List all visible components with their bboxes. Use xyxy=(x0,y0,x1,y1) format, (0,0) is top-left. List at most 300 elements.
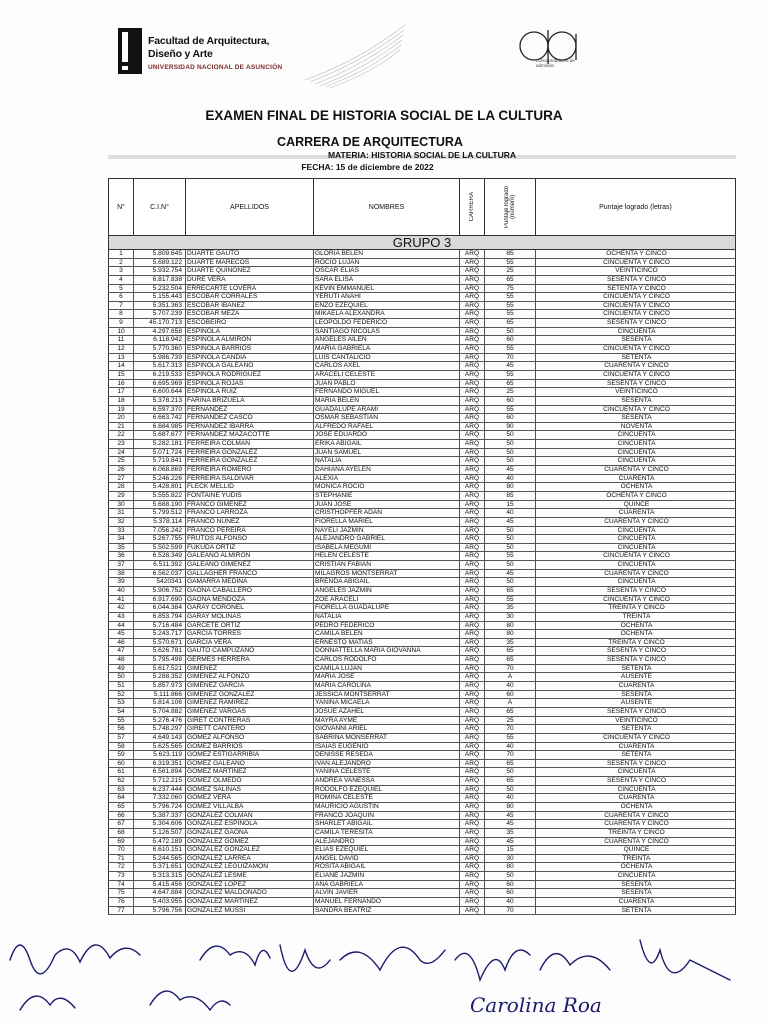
table-row xyxy=(108,501,736,510)
row-number: 16 xyxy=(109,380,134,388)
row-apellidos: GARCETE ORTIZ xyxy=(186,622,314,630)
row-puntaje-letras: TREINTA Y CINCO xyxy=(608,828,665,836)
row-apellidos: GOMEZ MARTINEZ xyxy=(186,768,314,776)
table-row xyxy=(108,552,736,561)
row-number: 44 xyxy=(109,622,134,630)
table-row xyxy=(108,743,736,752)
table-row xyxy=(108,760,736,769)
row-number: 32 xyxy=(109,518,134,526)
row-puntaje-letras: CINCUENTA Y CINCO xyxy=(603,345,670,353)
table-row xyxy=(108,656,736,665)
row-number: 36 xyxy=(109,552,134,560)
table-row xyxy=(108,561,736,570)
row-puntaje-num: 70 xyxy=(485,725,536,733)
row-apellidos: GIRETT CANTERO xyxy=(186,725,314,733)
row-number: 9 xyxy=(109,319,134,327)
row-apellidos: GONZALEZ LARREA xyxy=(186,855,314,863)
row-apellidos: ESPINOLA CANDIA xyxy=(186,354,314,362)
row-number: 35 xyxy=(109,544,134,552)
row-number: 43 xyxy=(109,613,134,621)
row-apellidos: GIMENEZ GONZALEZ xyxy=(186,691,314,699)
table-row xyxy=(108,734,736,743)
row-nombres: ISABELA MEGUMI xyxy=(314,544,460,552)
row-puntaje-num: 45 xyxy=(485,812,536,820)
row-puntaje-num: 85 xyxy=(485,250,536,258)
row-nombres: PEDRO FEDERICO xyxy=(314,622,460,630)
row-puntaje-letras: VEINTICINCO xyxy=(615,716,658,724)
row-carrera: ARQ xyxy=(460,665,485,673)
row-nombres: CARLOS AXEL xyxy=(314,362,460,370)
row-puntaje-num: 60 xyxy=(485,397,536,405)
row-puntaje-num: 40 xyxy=(485,794,536,802)
row-puntaje-letras: SESENTA Y CINCO xyxy=(607,647,666,655)
row-carrera: ARQ xyxy=(460,345,485,353)
row-puntaje-num: 55 xyxy=(485,406,536,414)
row-nombres: JOSUE AZAHEL xyxy=(314,708,460,716)
row-puntaje-num: 50 xyxy=(485,786,536,794)
row-number: 27 xyxy=(109,475,134,483)
row-carrera: ARQ xyxy=(460,596,485,604)
row-nombres: ALEJANDRO GABRIEL xyxy=(314,535,460,543)
row-number: 75 xyxy=(109,889,134,897)
row-ci: 5.502.599 xyxy=(134,544,186,552)
row-carrera: ARQ xyxy=(460,501,485,509)
row-puntaje-letras: CINCUENTA Y CINCO xyxy=(603,293,670,301)
row-nombres: NAYELI JAZMIN xyxy=(314,527,460,535)
row-apellidos: ESPINOLA GALEANO xyxy=(186,362,314,370)
row-ci: 6.237.444 xyxy=(134,786,186,794)
row-puntaje-num: 60 xyxy=(485,881,536,889)
row-nombres: RODOLFO EZEQUIEL xyxy=(314,786,460,794)
row-carrera: ARQ xyxy=(460,743,485,751)
row-apellidos: GIMENEZ VARGAS xyxy=(186,708,314,716)
row-nombres: ANA GABRIELA xyxy=(314,881,460,889)
table-row xyxy=(108,259,736,268)
row-ci: 5.304.606 xyxy=(134,820,186,828)
row-carrera: ARQ xyxy=(460,371,485,379)
row-puntaje-letras: CUARENTA Y CINCO xyxy=(604,517,669,525)
row-nombres: ROCIO LUJAN xyxy=(314,259,460,267)
row-nombres: NATALIA xyxy=(314,613,460,621)
table-row xyxy=(108,673,736,682)
row-nombres: ELIAS EZEQUIEL xyxy=(314,846,460,854)
row-nombres: JUAN SAMUEL xyxy=(314,449,460,457)
row-puntaje-num: 55 xyxy=(485,310,536,318)
table-row xyxy=(108,829,736,838)
row-carrera: ARQ xyxy=(460,898,485,906)
row-ci: 6.610.151 xyxy=(134,846,186,854)
row-carrera: ARQ xyxy=(460,561,485,569)
table-row xyxy=(108,380,736,389)
col-header-apellidos: APELLIDOS xyxy=(186,179,314,235)
row-carrera: ARQ xyxy=(460,440,485,448)
row-apellidos: GIMENEZ RAMIREZ xyxy=(186,699,314,707)
row-nombres: BRENDA ABIGAIL xyxy=(314,578,460,586)
row-apellidos: GOMEZ GALEANO xyxy=(186,760,314,768)
row-apellidos: FERNANDEZ xyxy=(186,406,314,414)
row-apellidos: FERREIRA ROMERO xyxy=(186,466,314,474)
row-apellidos: GONZALEZ GAONA xyxy=(186,829,314,837)
row-number: 11 xyxy=(109,336,134,344)
row-puntaje-num: 75 xyxy=(485,285,536,293)
row-carrera: ARQ xyxy=(460,397,485,405)
row-puntaje-num: 55 xyxy=(485,371,536,379)
row-apellidos: GALLAGHER FRANCO xyxy=(186,570,314,578)
col-header-carrera-label: CARRERA xyxy=(469,192,475,222)
row-puntaje-letras: OCHENTA xyxy=(620,621,653,629)
row-carrera: ARQ xyxy=(460,855,485,863)
row-number: 38 xyxy=(109,570,134,578)
row-carrera: ARQ xyxy=(460,354,485,362)
row-puntaje-letras: CINCUENTA xyxy=(617,535,656,543)
row-apellidos: GARCIA VERA xyxy=(186,639,314,647)
row-puntaje-num: 45 xyxy=(485,362,536,370)
university-name: UNIVERSIDAD NACIONAL DE ASUNCIÓN xyxy=(148,64,283,71)
row-number: 69 xyxy=(109,838,134,846)
row-puntaje-num: 50 xyxy=(485,872,536,880)
row-carrera: ARQ xyxy=(460,250,485,258)
row-nombres: LEOPOLDO FEDERICO xyxy=(314,319,460,327)
row-ci: 5.267.755 xyxy=(134,535,186,543)
row-ci: 7.332.060 xyxy=(134,794,186,802)
row-carrera: ARQ xyxy=(460,872,485,880)
row-nombres: DENISSE RESEDA xyxy=(314,751,460,759)
table-row xyxy=(108,846,736,855)
table-row xyxy=(108,639,736,648)
row-apellidos: ESPINOLA ALMIRON xyxy=(186,336,314,344)
row-carrera: ARQ xyxy=(460,414,485,422)
row-nombres: SHARLET ABIGAIL xyxy=(314,820,460,828)
table-row xyxy=(108,285,736,294)
col-header-ci: C.I.N° xyxy=(134,179,186,235)
row-carrera: ARQ xyxy=(460,570,485,578)
row-ci: 6.684.985 xyxy=(134,423,186,431)
row-puntaje-num: 25 xyxy=(485,717,536,725)
row-carrera: ARQ xyxy=(460,276,485,284)
document-title: EXAMEN FINAL DE HISTORIA SOCIAL DE LA CULTURA xyxy=(205,108,563,123)
row-number: 73 xyxy=(109,872,134,880)
row-carrera: ARQ xyxy=(460,639,485,647)
row-puntaje-num: 50 xyxy=(485,768,536,776)
table-row xyxy=(108,544,736,553)
row-puntaje-letras: SESENTA xyxy=(621,396,652,404)
row-puntaje-letras: CINCUENTA xyxy=(617,785,656,793)
row-number: 15 xyxy=(109,371,134,379)
row-carrera: ARQ xyxy=(460,786,485,794)
row-puntaje-letras: SETENTA xyxy=(621,906,652,914)
row-nombres: ALVIN JAVIER xyxy=(314,889,460,897)
table-row xyxy=(108,820,736,829)
row-carrera: ARQ xyxy=(460,673,485,681)
row-puntaje-letras: CUARENTA Y CINCO xyxy=(604,362,669,370)
row-puntaje-letras: CUARENTA Y CINCO xyxy=(604,820,669,828)
row-puntaje-num: 45 xyxy=(485,466,536,474)
row-apellidos: DUARTE QUIÑONEZ xyxy=(186,267,314,275)
table-row xyxy=(108,250,736,259)
row-puntaje-letras: SESENTA Y CINCO xyxy=(607,777,666,785)
row-ci: 45.170.713 xyxy=(134,319,186,327)
row-puntaje-num: 50 xyxy=(485,457,536,465)
row-ci: 7.056.242 xyxy=(134,527,186,535)
table-row xyxy=(108,423,736,432)
row-apellidos: FERREIRA GONZALEZ xyxy=(186,449,314,457)
table-row xyxy=(108,449,736,458)
row-nombres: DONNATTELLA MARIA GIOVANNA xyxy=(314,647,460,655)
row-ci: 4.297.658 xyxy=(134,328,186,336)
row-nombres: MANUEL FERNANDO xyxy=(314,898,460,906)
row-number: 68 xyxy=(109,829,134,837)
row-puntaje-letras: SESENTA Y CINCO xyxy=(607,319,666,327)
row-nombres: SARA ELISA xyxy=(314,276,460,284)
row-puntaje-letras: OCHENTA xyxy=(620,630,653,638)
row-nombres: ENZO EZEQUIEL xyxy=(314,302,460,310)
row-number: 42 xyxy=(109,604,134,612)
table-row xyxy=(108,622,736,631)
row-puntaje-letras: QUINCE xyxy=(623,846,650,854)
row-number: 12 xyxy=(109,345,134,353)
row-nombres: ALEXIA xyxy=(314,475,460,483)
row-carrera: ARQ xyxy=(460,794,485,802)
row-puntaje-num: 45 xyxy=(485,820,536,828)
row-puntaje-num: 60 xyxy=(485,691,536,699)
row-number: 14 xyxy=(109,362,134,370)
row-puntaje-num: 65 xyxy=(485,319,536,327)
row-apellidos: DUARTE MARECOS xyxy=(186,259,314,267)
row-number: 54 xyxy=(109,708,134,716)
row-puntaje-num: 40 xyxy=(485,743,536,751)
row-ci: 5.071.724 xyxy=(134,449,186,457)
row-ci: 5.246.226 xyxy=(134,475,186,483)
row-apellidos: FARIÑA BRIZUELA xyxy=(186,397,314,405)
row-puntaje-num: 35 xyxy=(485,829,536,837)
table-row xyxy=(108,630,736,639)
row-nombres: GLORIA BELEN xyxy=(314,250,460,258)
row-puntaje-num: 15 xyxy=(485,846,536,854)
table-row xyxy=(108,751,736,760)
row-puntaje-letras: CINCUENTA Y CINCO xyxy=(603,370,670,378)
row-apellidos: GONZALEZ LEGUIZAMON xyxy=(186,863,314,871)
row-nombres: JUAN JOSE xyxy=(314,501,460,509)
row-puntaje-letras: CUARENTA Y CINCO xyxy=(604,569,669,577)
row-carrera: ARQ xyxy=(460,881,485,889)
row-puntaje-letras: TREINTA Y CINCO xyxy=(608,604,665,612)
row-number: 41 xyxy=(109,596,134,604)
row-puntaje-num: 65 xyxy=(485,276,536,284)
row-number: 18 xyxy=(109,397,134,405)
row-nombres: CAMILA TERESITA xyxy=(314,829,460,837)
row-carrera: ARQ xyxy=(460,449,485,457)
row-ci: 5.857.973 xyxy=(134,682,186,690)
row-apellidos: GOMEZ ALFONSO xyxy=(186,734,314,742)
row-puntaje-letras: OCHENTA xyxy=(620,803,653,810)
signatures-area xyxy=(0,900,768,1024)
row-apellidos: GONZALEZ LOPEZ xyxy=(186,881,314,889)
row-number: 20 xyxy=(109,414,134,422)
row-ci: 6.600.644 xyxy=(134,388,186,396)
row-ci: 5.387.337 xyxy=(134,812,186,820)
row-puntaje-letras: SETENTA xyxy=(621,353,652,361)
row-puntaje-num: 40 xyxy=(485,509,536,517)
row-puntaje-letras: CINCUENTA Y CINCO xyxy=(603,301,670,309)
table-row xyxy=(108,717,736,726)
row-carrera: ARQ xyxy=(460,509,485,517)
row-puntaje-letras: CINCUENTA Y CINCO xyxy=(603,258,670,266)
table-header xyxy=(108,178,736,236)
row-puntaje-num: 85 xyxy=(485,492,536,500)
row-puntaje-num: 60 xyxy=(485,336,536,344)
row-puntaje-letras: SESENTA Y CINCO xyxy=(607,656,666,664)
row-number: 61 xyxy=(109,768,134,776)
row-puntaje-num: 65 xyxy=(485,777,536,785)
row-puntaje-letras: OCHENTA xyxy=(620,483,653,491)
row-puntaje-num: 55 xyxy=(485,259,536,267)
row-carrera: ARQ xyxy=(460,777,485,785)
row-apellidos: GOMEZ SALINAS xyxy=(186,786,314,794)
table-row xyxy=(108,725,736,734)
row-carrera: ARQ xyxy=(460,708,485,716)
table-row xyxy=(108,786,736,795)
row-puntaje-num: 35 xyxy=(485,639,536,647)
row-carrera: ARQ xyxy=(460,717,485,725)
row-ci: 5420341 xyxy=(134,578,186,586)
row-apellidos: FERREIRA GONZALEZ xyxy=(186,457,314,465)
row-puntaje-letras: SETENTA Y CINCO xyxy=(607,284,666,292)
row-nombres: CRISTHOPFER ADAN xyxy=(314,509,460,517)
row-carrera: ARQ xyxy=(460,535,485,543)
student-table-body xyxy=(108,250,736,915)
row-ci: 4.649.143 xyxy=(134,734,186,742)
table-row xyxy=(108,397,736,406)
row-ci: 6.817.838 xyxy=(134,276,186,284)
table-row xyxy=(108,699,736,708)
row-nombres: IVAN ALEJANDRO xyxy=(314,760,460,768)
row-carrera: ARQ xyxy=(460,544,485,552)
row-puntaje-letras: SETENTA xyxy=(621,725,652,733)
row-apellidos: GIMENEZ GARCIA xyxy=(186,682,314,690)
table-row xyxy=(108,406,736,415)
row-carrera: ARQ xyxy=(460,475,485,483)
row-nombres: ARACELI CELESTE xyxy=(314,371,460,379)
row-carrera: ARQ xyxy=(460,656,485,664)
row-puntaje-letras: OCHENTA Y CINCO xyxy=(606,491,667,499)
row-carrera: ARQ xyxy=(460,846,485,854)
table-row xyxy=(108,527,736,536)
row-number: 70 xyxy=(109,846,134,854)
row-apellidos: GAONA MENDOZA xyxy=(186,596,314,604)
row-nombres: YANINA MICAELA xyxy=(314,699,460,707)
row-ci: 6.118.942 xyxy=(134,336,186,344)
table-row xyxy=(108,475,736,484)
row-ci: 5.795.498 xyxy=(134,656,186,664)
row-puntaje-num: 65 xyxy=(485,380,536,388)
career-subtitle: CARRERA DE ARQUITECTURA xyxy=(277,135,463,149)
table-row xyxy=(108,509,736,518)
row-puntaje-letras: OCHENTA Y CINCO xyxy=(606,250,667,257)
row-ci: 5.625.565 xyxy=(134,743,186,751)
row-puntaje-num: 15 xyxy=(485,501,536,509)
row-nombres: KEVIN EMMANUEL xyxy=(314,285,460,293)
table-row xyxy=(108,440,736,449)
row-puntaje-letras: CUARENTA Y CINCO xyxy=(604,837,669,845)
row-number: 6 xyxy=(109,293,134,301)
row-nombres: NATALIA xyxy=(314,457,460,465)
row-number: 1 xyxy=(109,250,134,258)
row-puntaje-letras: SETENTA xyxy=(621,751,652,759)
row-ci: 5.688.190 xyxy=(134,501,186,509)
table-row xyxy=(108,665,736,674)
row-apellidos: GONZALEZ COLMAN xyxy=(186,812,314,820)
row-puntaje-letras: VEINTICINCO xyxy=(615,267,658,275)
row-carrera: ARQ xyxy=(460,388,485,396)
row-nombres: ANGEL DAVID xyxy=(314,855,460,863)
row-puntaje-num: 70 xyxy=(485,354,536,362)
row-number: 4 xyxy=(109,276,134,284)
row-nombres: HELEN CELESTE xyxy=(314,552,460,560)
table-row xyxy=(108,596,736,605)
row-nombres: CARLOS RODOLFO xyxy=(314,656,460,664)
table-row xyxy=(108,777,736,786)
row-nombres: ANDREA VANESSA xyxy=(314,777,460,785)
row-puntaje-letras: CINCUENTA xyxy=(617,327,656,335)
row-carrera: ARQ xyxy=(460,682,485,690)
row-carrera: ARQ xyxy=(460,760,485,768)
row-number: 23 xyxy=(109,440,134,448)
table-row xyxy=(108,889,736,898)
row-nombres: MAYRA AYME xyxy=(314,717,460,725)
row-puntaje-num: 50 xyxy=(485,578,536,586)
table-row xyxy=(108,302,736,311)
table-row xyxy=(108,276,736,285)
row-carrera: ARQ xyxy=(460,838,485,846)
row-apellidos: FERNANDEZ CASCO xyxy=(186,414,314,422)
table-row xyxy=(108,647,736,656)
row-ci: 5.378.114 xyxy=(134,518,186,526)
row-apellidos: GOMEZ OLMEDO xyxy=(186,777,314,785)
row-number: 59 xyxy=(109,751,134,759)
row-carrera: ARQ xyxy=(460,829,485,837)
row-puntaje-letras: SESENTA Y CINCO xyxy=(607,275,666,283)
row-nombres: MONICA ROCIO xyxy=(314,483,460,491)
row-puntaje-letras: SESENTA Y CINCO xyxy=(607,379,666,387)
row-carrera: ARQ xyxy=(460,457,485,465)
row-puntaje-letras: NOVENTA xyxy=(620,422,653,430)
table-row xyxy=(108,570,736,579)
row-number: 55 xyxy=(109,717,134,725)
table-row xyxy=(108,587,736,596)
row-carrera: ARQ xyxy=(460,310,485,318)
signature-carolina-roa: Carolina Roa xyxy=(470,993,602,1017)
row-number: 58 xyxy=(109,743,134,751)
row-nombres: MARIA GABRIELA xyxy=(314,345,460,353)
row-ci: 5.719.841 xyxy=(134,457,186,465)
row-puntaje-num: 55 xyxy=(485,302,536,310)
row-number: 29 xyxy=(109,492,134,500)
row-puntaje-letras: CINCUENTA Y CINCO xyxy=(603,552,670,560)
row-ci: 5.689.122 xyxy=(134,259,186,267)
table-row xyxy=(108,691,736,700)
row-puntaje-letras: TREINTA xyxy=(622,854,651,862)
row-carrera: ARQ xyxy=(460,613,485,621)
table-row xyxy=(108,328,736,337)
row-puntaje-num: 55 xyxy=(485,345,536,353)
row-carrera: ARQ xyxy=(460,466,485,474)
row-ci: 5.687.677 xyxy=(134,431,186,439)
row-puntaje-letras: CUARENTA Y CINCO xyxy=(604,811,669,819)
decorative-lines-icon xyxy=(300,20,410,90)
row-ci: 5.906.752 xyxy=(134,587,186,595)
row-puntaje-num: 65 xyxy=(485,587,536,595)
row-apellidos: GIRET CONTRERAS xyxy=(186,717,314,725)
